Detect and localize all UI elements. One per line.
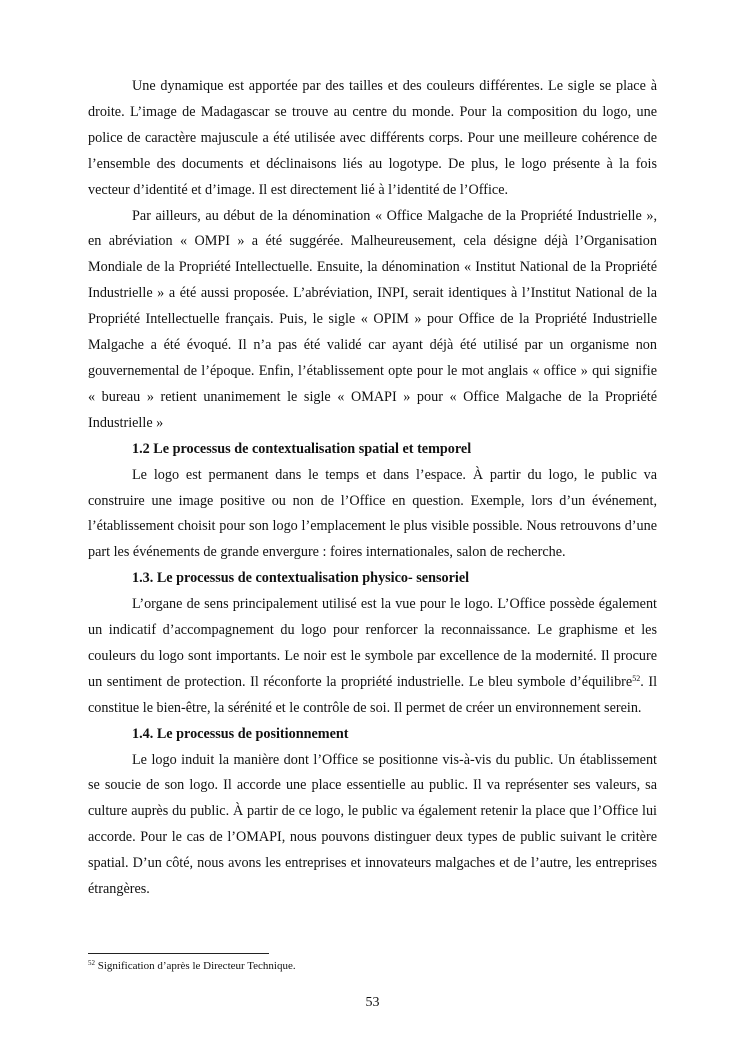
section-heading-1-2: 1.2 Le processus de contextualisation spatial et temporel (132, 440, 472, 457)
section-heading-1-4: 1.4. Le processus de positionnement (132, 725, 349, 742)
page-body (88, 74, 657, 903)
page-number: 53 (365, 995, 380, 1010)
footnote-divider (88, 953, 269, 954)
paragraph-sensory (88, 592, 657, 722)
paragraph-sensory-tail: . Il constitue le bien-être, la sérénité et le contrôle de soi. Il permet de créer un environnement serein. (88, 673, 658, 716)
footnote-reference: 52 (632, 673, 641, 683)
footnote (88, 958, 657, 974)
paragraph-positioning: Le logo induit la manière dont l’Office se positionne vis-à-vis du public. Un établissement se soucie de son logo. Il accorde une place essentielle au public. Il va représenter ses valeurs, sa culture auprès du public. À partir de ce logo, le public va également retenir la place que l’Office lui accorde. Pour le cas de l’OMAPI, nous pouvons distinguer deux types de public suivant le critère spatial. D’un côté, nous avons les entreprises et innovateurs malgaches et de l’autre, les entreprises étrangères. (88, 751, 657, 898)
paragraph-logo-design: Une dynamique est apportée par des tailles et des couleurs différentes. Le sigle se place à droite. L’image de Madagascar se trouve au centre du monde. Pour la composition du logo, une police de caractère majuscule a été utilisée avec différents corps. Pour une meilleure cohérence de l’ensemble des documents et déclinaisons liés au logotype. De plus, le logo présente à la fois vecteur d’identité et d’image. Il est directement lié à l’identité de l’Office. (88, 78, 657, 198)
section-heading-1-3: 1.3. Le processus de contextualisation physico- sensoriel (132, 570, 470, 587)
paragraph-spatial-temporal: Le logo est permanent dans le temps et dans l’espace. À partir du logo, le public va construire une image positive ou non de l’Office en question. Exemple, lors d’un événement, l’établissement choisit pour son logo l’emplacement le plus visible possible. Nous retrouvons d’une part les événements de grande envergure : foires internationales, salon de recherche. (88, 466, 657, 561)
footnote-text: Signification d’après le Directeur Technique. (95, 960, 296, 972)
footnote-number: 52 (88, 959, 95, 967)
paragraph-sensory-text: L’organe de sens principalement utilisé est la vue pour le logo. L’Office possède également un indicatif d’accompagnement du logo pour renforcer la reconnaissance. Le graphisme et les couleurs du logo sont importants. Le noir est le symbole par excellence de la modernité. Il procure un sentiment de protection. Il réconforte la propriété industrielle. Le bleu symbole d’équilibre (88, 596, 657, 690)
paragraph-naming-history: Par ailleurs, au début de la dénomination « Office Malgache de la Propriété Industrielle », en abréviation « OMPI » a été suggérée. Malheureusement, cela désigne déjà l’Organisation Mondiale de la Propriété Intellectuelle. Ensuite, la dénomination « Institut National de la Propriété Industrielle » a été aussi proposée. L’abréviation, INPI, serait identiques à l’Institut National de la Propriété Intellectuelle français. Puis, le sigle « OPIM » pour Office de la Propriété Industrielle Malgache a été évoqué. Il n’a pas été validé car ayant déjà été utilisé par un organisme non gouvernemental de l’époque. Enfin, l’établissement opte pour le mot anglais « office » qui signifie « bureau » retient unanimement le sigle « OMAPI » pour « Office Malgache de la Propriété Industrielle » (88, 207, 657, 431)
